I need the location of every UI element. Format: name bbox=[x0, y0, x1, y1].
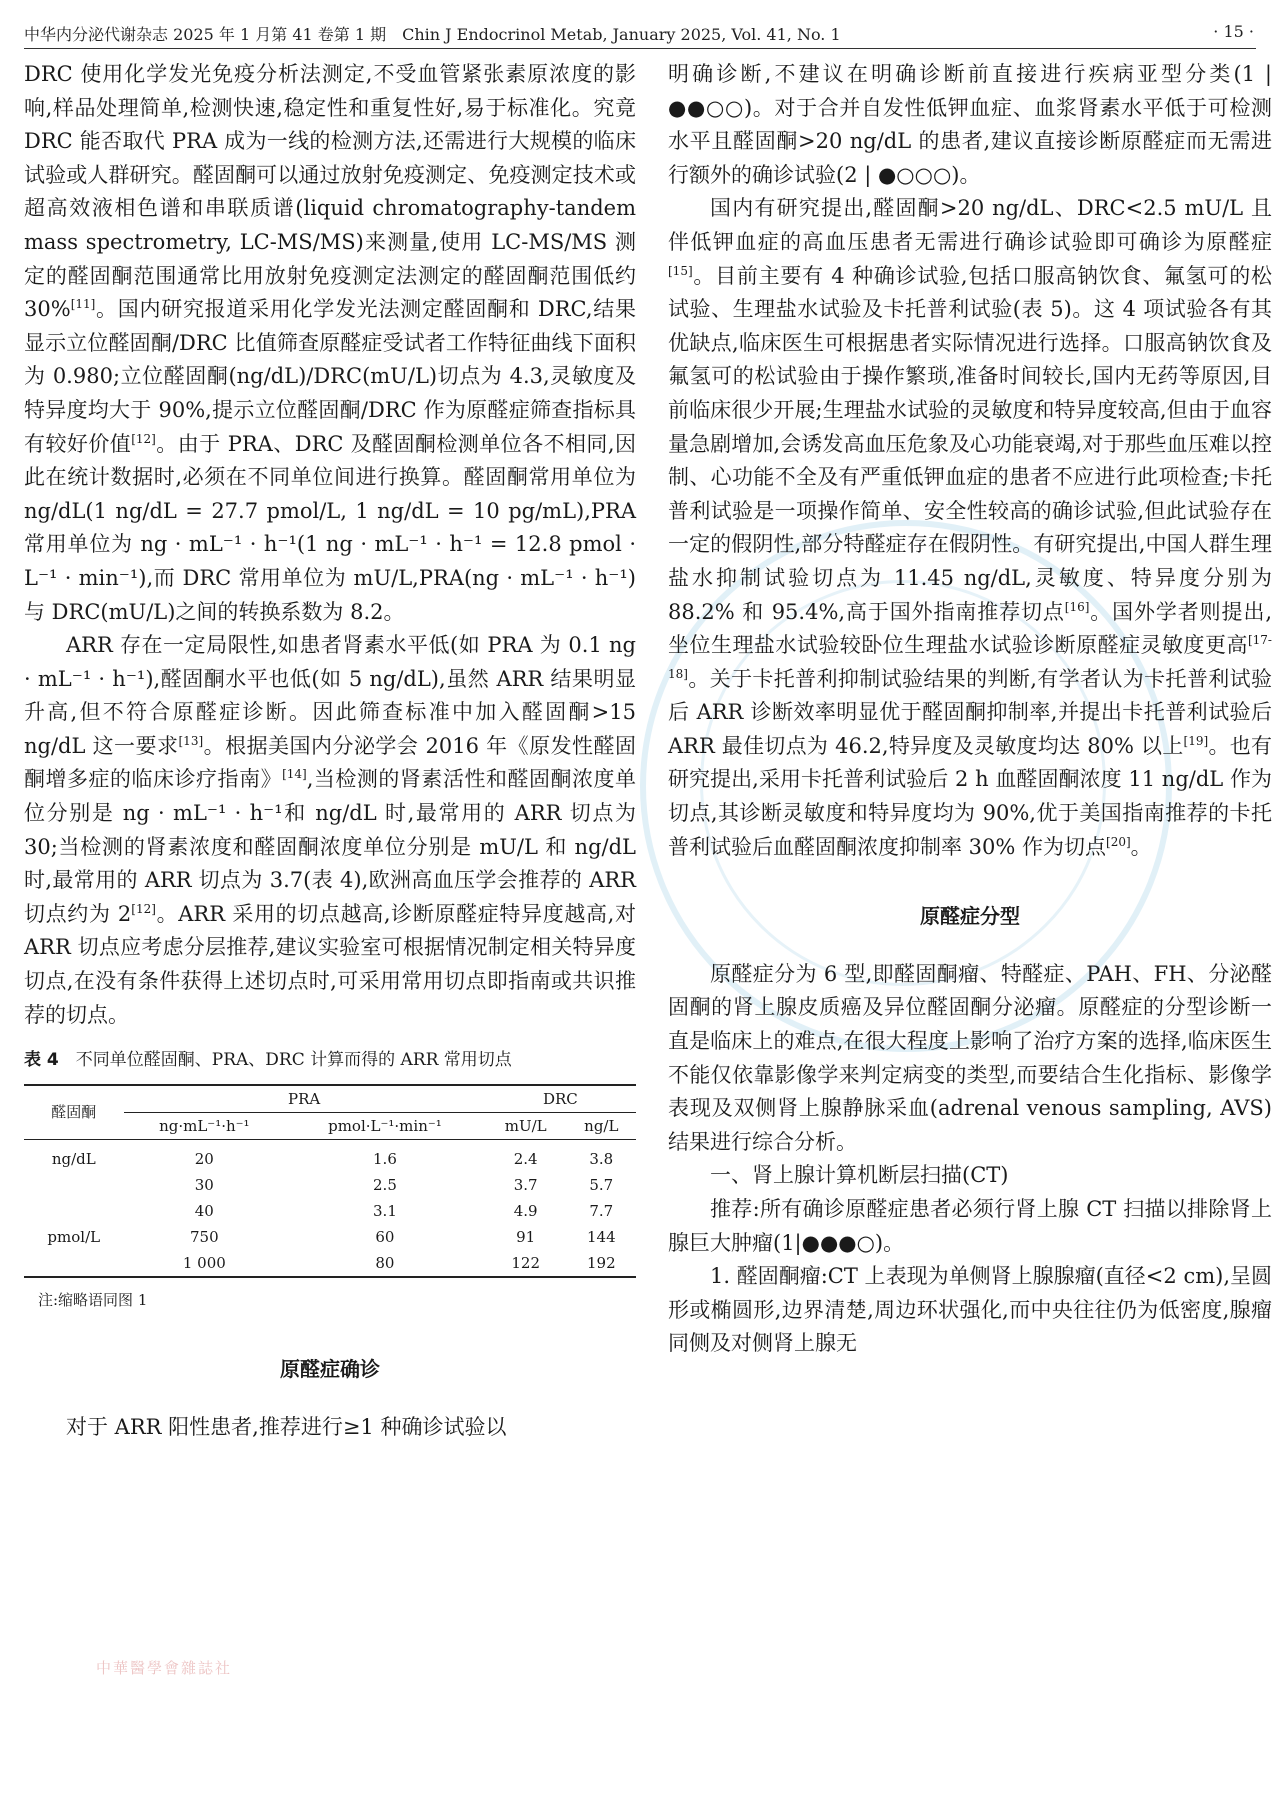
citation-ref: [20] bbox=[1106, 834, 1131, 849]
table-row bbox=[24, 1250, 636, 1277]
table-cell: 30 bbox=[194, 1175, 214, 1194]
subsection-heading: 一、肾上腺计算机断层扫描(CT) bbox=[710, 1163, 1009, 1188]
col-header-drc-unit1: mU/L bbox=[485, 1112, 567, 1139]
paragraph: 对于 ARR 阳性患者,推荐进行≥1 种确诊试验以 bbox=[66, 1415, 507, 1439]
table-cell: 40 bbox=[194, 1201, 214, 1220]
table-arr-cutoffs bbox=[24, 1084, 636, 1278]
table-title: 不同单位醛固酮、PRA、DRC 计算而得的 ARR 常用切点 bbox=[58, 1050, 512, 1071]
header-rule bbox=[24, 48, 1256, 49]
citation-ref: [12] bbox=[131, 431, 156, 446]
table-cell: 2.5 bbox=[373, 1175, 397, 1194]
publisher-logo bbox=[96, 1657, 232, 1678]
section-heading: 原醛症确诊 bbox=[280, 1357, 380, 1382]
journal-citation: 中华内分泌代谢杂志 2025 年 1 月第 41 卷第 1 期 Chin J Endocrinol Metab, January 2025, Vol. 41, No. 1 bbox=[24, 25, 841, 44]
col-header-drc-unit2: ng/L bbox=[567, 1112, 636, 1139]
paragraph: ARR 存在一定局限性,如患者肾素水平低(如 PRA 为 0.1 ng · mL⁻¹ · h⁻¹),醛固酮水平也低(如 5 ng/dL),虽然 ARR 结果明显升高,但不符合原醛症诊断。因此筛查标准中加入醛固酮>15 ng/dL 这一要求[13]。根据美国内分泌学会 2016 年《原发性醛固酮增多症的临床诊疗指南》[14],当检测的肾素活性和醛固酮浓度单位分别是 ng · mL⁻¹ · h⁻¹和 ng/dL 时,最常用的 ARR 切点为 30;当检测的肾素浓度和醛固酮浓度单位分别是 mU/L 和 ng/dL 时,最常用的 ARR 切点为 3.7(表 4),欧洲高血压学会推荐的 ARR 切点约为 2[12]。ARR 采用的切点越高,诊断原醛症特异度越高,对 ARR 切点应考虑分层推荐,建议实验室可根据情况制定相关特异度切点,在没有条件获得上述切点时,可采用常用切点即指南或共识推荐的切点。 bbox=[24, 633, 637, 1027]
recommendation: 推荐:所有确诊原醛症患者必须行肾上腺 CT 扫描以排除肾上腺巨大肿瘤(1|●●●○)。 bbox=[668, 1197, 1272, 1255]
table-cell: 144 bbox=[586, 1227, 616, 1246]
col-header-pra-unit2: pmol·L⁻¹·min⁻¹ bbox=[285, 1112, 485, 1139]
table-cell bbox=[24, 1198, 124, 1224]
citation-ref: [12] bbox=[131, 901, 156, 916]
table-cell: 7.7 bbox=[589, 1201, 614, 1220]
table-cell bbox=[24, 1172, 124, 1198]
paragraph: 1. 醛固酮瘤:CT 上表现为单侧肾上腺腺瘤(直径<2 cm),呈圆形或椭圆形,边界清楚,周边环状强化,而中央往往仍为低密度,腺瘤同侧及对侧肾上腺无 bbox=[668, 1264, 1272, 1356]
table-cell: 122 bbox=[485, 1250, 567, 1277]
col-header-drc: DRC bbox=[485, 1085, 636, 1113]
citation-ref: [15] bbox=[668, 263, 693, 278]
citation-ref: [19] bbox=[1183, 733, 1209, 748]
citation-ref: [11] bbox=[70, 297, 96, 312]
table-label: 表 4 bbox=[24, 1050, 59, 1071]
col-header-aldosterone: 醛固酮 bbox=[24, 1085, 124, 1140]
table-cell bbox=[24, 1250, 124, 1277]
table-cell: 750 bbox=[190, 1227, 219, 1246]
paragraph: 国内有研究提出,醛固酮>20 ng/dL、DRC<2.5 mU/L 且伴低钾血症的高血压患者无需进行确诊试验即可确诊为原醛症[15]。目前主要有 4 种确诊试验,包括口服高钠饮食、氟氢可的松试验、生理盐水试验及卡托普利试验(表 5)。这 4 项试验各有其优缺点,临床医生可根据患者实际情况进行选择。口服高钠饮食及氟氢可的松试验由于操作繁琐,准备时间较长,国内无药等原因,目前临床很少开展;生理盐水试验的灵敏度和特异度较高,但由于血容量急剧增加,会诱发高血压危象及心功能衰竭,对于那些血压难以控制、心功能不全及有严重低钾血症的患者不应进行此项检查;卡托普利试验是一项操作简单、安全性较高的确诊试验,但此试验存在一定的假阴性,部分特醛症存在假阴性。有研究提出,中国人群生理盐水抑制试验切点为 11.45 ng/dL,灵敏度、特异度分别为 88.2% 和 95.4%,高于国外指南推荐切点[16]。国外学者则提出,坐位生理盐水试验较卧位生理盐水试验诊断原醛症灵敏度更高[17-18]。关于卡托普利抑制试验结果的判断,有学者认为卡托普利试验后 ARR 诊断效率明显优于醛固酮抑制率,并提出卡托普利试验后 ARR 最佳切点为 46.2,特异度及灵敏度均达 80% 以上[19]。也有研究提出,采用卡托普利试验后 2 h 血醛固酮浓度 11 ng/dL 作为切点,其诊断灵敏度和特异度均为 90%,优于美国指南推荐的卡托普利试验后血醛固酮浓度抑制率 30% 作为切点[20]。 bbox=[668, 196, 1272, 859]
table-cell: ng/dL bbox=[51, 1149, 96, 1168]
table-cell: 5.7 bbox=[589, 1175, 614, 1194]
citation-ref: [16] bbox=[1064, 599, 1090, 614]
table-cell: 192 bbox=[567, 1250, 636, 1277]
table-row bbox=[24, 1224, 636, 1250]
table-row bbox=[24, 1198, 636, 1224]
table-cell: 3.7 bbox=[513, 1175, 538, 1194]
table-cell: 3.8 bbox=[589, 1149, 614, 1168]
table-cell: 80 bbox=[285, 1250, 485, 1277]
paragraph: 原醛症分为 6 型,即醛固酮瘤、特醛症、PAH、FH、分泌醛固酮的肾上腺皮质癌及异位醛固酮分泌瘤。原醛症的分型诊断一直是临床上的难点,在很大程度上影响了治疗方案的选择,临床医生不能仅依靠影像学来判定病变的类型,而要结合生化指标、影像学表现及双侧肾上腺静脉采血(adrenal venous sampling, AVS)结果进行综合分析。 bbox=[668, 961, 1272, 1154]
table-row bbox=[24, 1172, 636, 1198]
table-cell: 91 bbox=[516, 1227, 536, 1246]
citation-ref: [13] bbox=[178, 733, 204, 748]
col-header-pra: PRA bbox=[124, 1085, 485, 1113]
page-number: · 15 · bbox=[1213, 22, 1254, 41]
paragraph: 明确诊断,不建议在明确诊断前直接进行疾病亚型分类(1 | ●●○○)。对于合并自发性低钾血症、血浆肾素水平低于可检测水平且醛固酮>20 ng/dL 的患者,建议直接诊断原醛症而无需进行额外的确诊试验(2 | ●○○○)。 bbox=[668, 62, 1272, 187]
table-cell: 60 bbox=[375, 1227, 395, 1246]
logo-text: 中華醫學會雜誌社 bbox=[96, 1659, 233, 1677]
table-cell: 3.1 bbox=[373, 1201, 397, 1220]
table-cell: 20 bbox=[194, 1149, 214, 1168]
table-caption bbox=[24, 1044, 636, 1078]
table-cell: 1 000 bbox=[124, 1250, 286, 1277]
table-note: 注:缩略语同图 1 bbox=[38, 1290, 148, 1309]
citation-ref: [14] bbox=[282, 767, 307, 782]
left-column bbox=[24, 58, 636, 1445]
citation-ref: [17-18] bbox=[668, 633, 1272, 681]
table-row bbox=[24, 1139, 636, 1172]
section-heading: 原醛症分型 bbox=[920, 904, 1020, 929]
right-column bbox=[668, 58, 1272, 1361]
table-cell: 4.9 bbox=[513, 1201, 538, 1220]
paragraph: DRC 使用化学发光免疫分析法测定,不受血管紧张素原浓度的影响,样品处理简单,检测快速,稳定性和重复性好,易于标准化。究竟 DRC 能否取代 PRA 成为一线的检测方法,还需进行大规模的临床试验或人群研究。醛固酮可以通过放射免疫测定、免疫测定技术或超高效液相色谱和串联质谱(liquid chromatography-tandem mass spectrometry, LC-MS/MS)来测量,使用 LC-MS/MS 测定的醛固酮范围通常比用放射免疫测定法测定的醛固酮范围低约 30%[11]。国内研究报道采用化学发光法测定醛固酮和 DRC,结果显示立位醛固酮/DRC 比值筛查原醛症受试者工作特征曲线下面积为 0.980;立位醛固酮(ng/dL)/DRC(mU/L)切点为 4.3,灵敏度及特异度均大于 90%,提示立位醛固酮/DRC 作为原醛症筛查指标具有较好价值[12]。由于 PRA、DRC 及醛固酮检测单位各不相同,因此在统计数据时,必须在不同单位间进行换算。醛固酮常用单位为 ng/dL(1 ng/dL = 27.7 pmol/L, 1 ng/dL = 10 pg/mL),PRA 常用单位为 ng · mL⁻¹ · h⁻¹(1 ng · mL⁻¹ · h⁻¹ = 12.8 pmol · L⁻¹ · min⁻¹),而 DRC 常用单位为 mU/L,PRA(ng · mL⁻¹ · h⁻¹)与 DRC(mU/L)之间的转换系数为 8.2。 bbox=[24, 62, 636, 624]
table-cell: 2.4 bbox=[513, 1149, 538, 1168]
col-header-pra-unit1: ng·mL⁻¹·h⁻¹ bbox=[124, 1112, 286, 1139]
running-header bbox=[24, 18, 1256, 46]
table-cell: 1.6 bbox=[373, 1149, 397, 1168]
table-cell: pmol/L bbox=[47, 1227, 101, 1246]
